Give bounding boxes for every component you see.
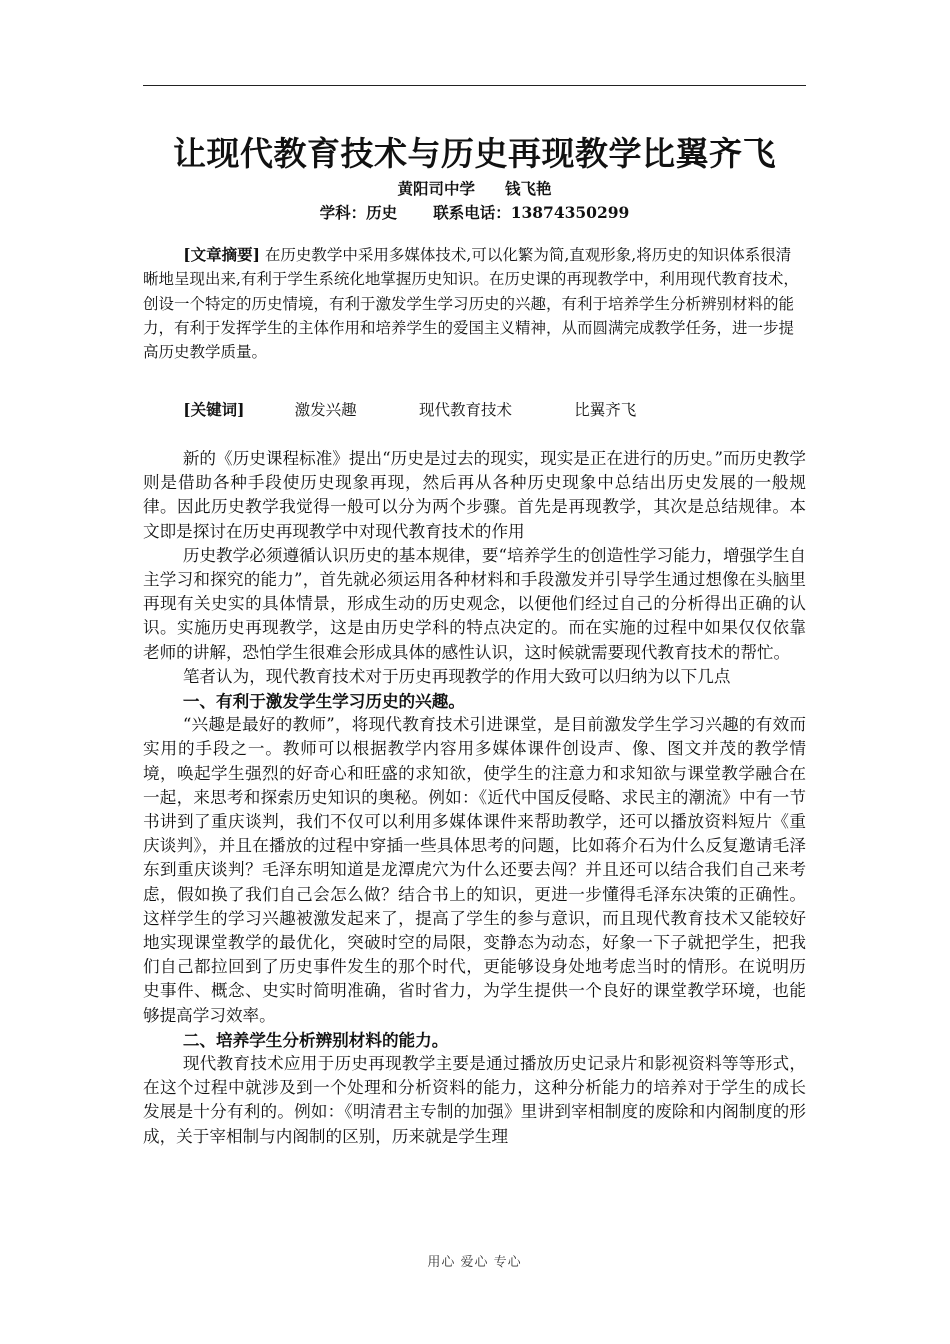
- subject-line: [143, 201, 806, 223]
- author-line: [143, 177, 806, 199]
- keywords-label: [关键词]: [183, 400, 245, 419]
- document-title: 让现代教育技术与历史再现教学比翼齐飞: [173, 134, 776, 173]
- abstract-label: [文章摘要]: [183, 245, 260, 264]
- author-name: 钱飞艳: [505, 179, 552, 198]
- phone-label: 联系电话：13874350299: [433, 203, 630, 222]
- body-paragraph: 历史教学必须遵循认识历史的基本规律，要“培养学生的创造性学习能力，增强学生自主学习和探究的能力”，首先就必须运用各种材料和手段激发并引导学生通过想像在头脑里再现有关史实的具体情景，形成生动的历史观念，以便他们经过自己的分析得出正确的认识。实施历史再现教学，这是由历史学科的特点决定的。而在实施的过程中如果仅仅依靠老师的讲解，恐怕学生很难会形成具体的感性认识，这时候就需要现代教育技术的帮忙。: [143, 545, 806, 662]
- keywords-line: [143, 398, 806, 422]
- header-rule: [143, 85, 806, 86]
- abstract-paragraph: [143, 243, 806, 364]
- page-footer: 用心 爱心 专心: [427, 1255, 522, 1270]
- section-heading: 一、有利于激发学生学习历史的兴趣。: [182, 691, 465, 712]
- keyword-item: 激发兴趣: [294, 401, 357, 419]
- keyword-item: 比翼齐飞: [574, 401, 637, 419]
- body-paragraph: 现代教育技术应用于历史再现教学主要是通过播放历史记录片和影视资料等等形式，在这个过程中就涉及到一个处理和分析资料的能力，这种分析能力的培养对于学生的成长发展是十分有利的。例如：《明清君主专制的加强》里讲到宰相制度的废除和内阁制度的形成，关于宰相制与内阁制的区别，历来就是学生理: [143, 1054, 806, 1146]
- body-paragraph: 笔者认为，现代教育技术对于历史再现教学的作用大致可以归纳为以下几点: [182, 666, 731, 686]
- abstract-text: 在历史教学中采用多媒体技术,可以化繁为简,直观形象,将历史的知识体系很清晰地呈现出来,有利于学生系统化地掌握历史知识。在历史课的再现教学中，利用现代教育技术，创设一个特定的历史情境，有利于激发学生学习历史的兴趣，有利于培养学生分析辨别材料的能力，有利于发挥学生的主体作用和培养学生的爱国主义精神，从而圆满完成教学任务，进一步提高历史教学质量。: [143, 246, 799, 362]
- keyword-item: 现代教育技术: [418, 401, 512, 419]
- body-paragraph: 新的《历史课程标准》提出“历史是过去的现实，现实是正在进行的历史。”而历史教学则是借助各种手段使历史现象再现，然后再从各种历史现象中总结出历史发展的一般规律。因此历史教学我觉得一般可以分为两个步骤。首先是再现教学，其次是总结规律。本文即是探讨在历史再现教学中对现代教育技术的作用: [143, 449, 806, 541]
- subject-label: 学科：历史: [319, 203, 398, 222]
- school-name: 黄阳司中学: [397, 179, 475, 198]
- section-heading: 二、培养学生分析辨别材料的能力。: [182, 1029, 449, 1050]
- body-paragraph: “兴趣是最好的教师”，将现代教育技术引进课堂，是目前激发学生学习兴趣的有效而实用的手段之一。教师可以根据教学内容用多媒体课件创设声、像、图文并茂的教学情境，唤起学生强烈的好奇心和旺盛的求知欲，使学生的注意力和求知欲与课堂教学融合在一起，来思考和探索历史知识的奥秘。例如：《近代中国反侵略、求民主的潮流》中有一节书讲到了重庆谈判，我们不仅可以利用多媒体课件来帮助教学，还可以播放资料短片《重庆谈判》，并且在播放的过程中穿插一些具体思考的问题，比如蒋介石为什么反复邀请毛泽东到重庆谈判？毛泽东明知道是龙潭虎穴为什么还要去闯？并且还可以结合我们自己来考虑，假如换了我们自己会怎么做？结合书上的知识，更进一步懂得毛泽东决策的正确性。这样学生的学习兴趣被激发起来了，提高了学生的参与意识，而且现代教育技术又能较好地实现课堂教学的最优化，突破时空的局限，变静态为动态，好象一下子就把学生，把我们自己都拉回到了历史事件发生的那个时代，更能够设身处地考虑当时的情形。在说明历史事件、概念、史实时简明准确，省时省力，为学生提供一个良好的课堂教学环境，也能够提高学习效率。: [143, 715, 806, 1025]
- article-body: [143, 447, 806, 1149]
